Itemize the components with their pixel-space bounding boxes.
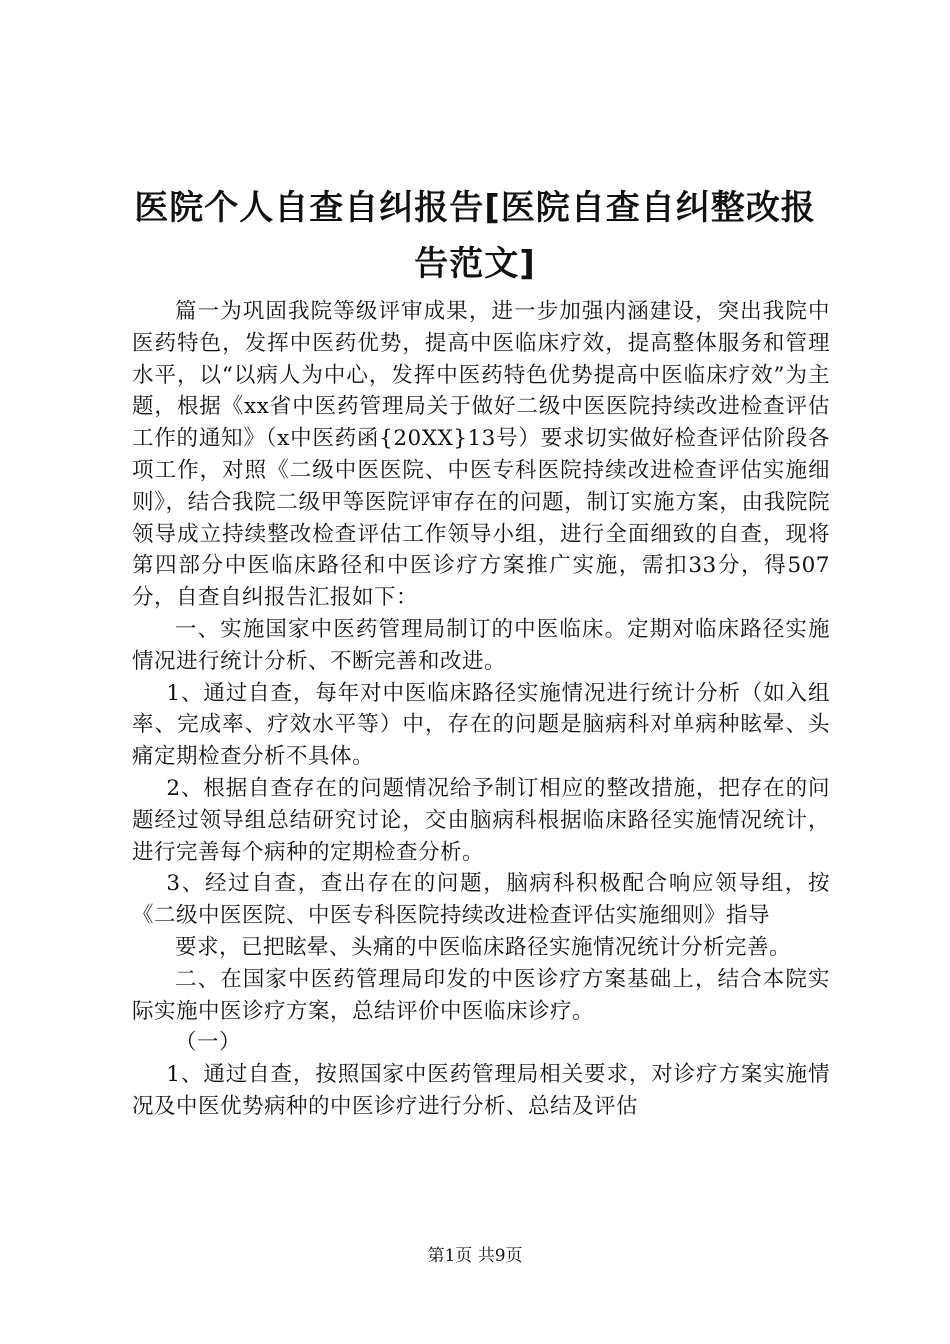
paragraph-intro: 篇一为巩固我院等级评审成果，进一步加强内涵建设，突出我院中医药特色，发挥中医药优势，提高中医临床疗效，提高整体服务和管理水平，以“以病人为中心，发挥中医药特色优势提高中医临床疗效”为主题，根据《xx省中医药管理局关于做好二级中医医院持续改进检查评估工作的通知》（x中医药函{20XX}13号）要求切实做好检查评估阶段各项工作，对照《二级中医医院、中医专科医院持续改进检查评估实施细则》，结合我院二级甲等医院评审存在的问题，制订实施方案，由我院院领导成立持续整改检查评估工作领导小组，进行全面细致的自查，现将第四部分中医临床路径和中医诊疗方案推广实施，需扣33分，得507分，自查自纠报告汇报如下： [132,299,830,611]
paragraph-item-1: 1、通过自查，每年对中医临床路径实施情况进行统计分析（如入组率、完成率、疗效水平等）中，存在的问题是脑病科对单病种眩晕、头痛定期检查分析不具体。 [132,680,830,770]
paragraph-item-3: 3、经过自查，查出存在的问题，脑病科积极配合响应领导组，按《二级中医医院、中医专科医院持续改进检查评估实施细则》指导 [132,871,830,929]
paragraph-subsection-one: （一） [175,1030,242,1056]
paragraph-sub-item-1: 1、通过自查，按照国家中医药管理局相关要求，对诊疗方案实施情况及中医优势病种的中医诊疗进行分析、总结及评估 [132,1062,830,1119]
paragraph-section-two: 二、在国家中医药管理局印发的中医诊疗方案基础上，结合本院实际实施中医诊疗方案，总结评价中医临床诊疗。 [132,966,830,1024]
paragraph-item-2: 2、根据自查存在的问题情况给予制订相应的整改措施，把存在的问题经过领导组总结研究讨论，交由脑病科根据临床路径实施情况统计，进行完善每个病种的定期检查分析。 [132,775,830,865]
document-title: 医院个人自查自纠报告[医院自查自纠整改报告范文] [134,188,816,284]
page-footer: 第1页 共9页 [427,1246,523,1266]
document-body [132,296,830,1123]
paragraph-requirement: 要求，已把眩晕、头痛的中医临床路径实施情况统计分析完善。 [175,934,792,960]
paragraph-section-one: 一、实施国家中医药管理局制订的中医临床。定期对临床路径实施情况进行统计分析、不断完善和改进。 [132,616,830,674]
